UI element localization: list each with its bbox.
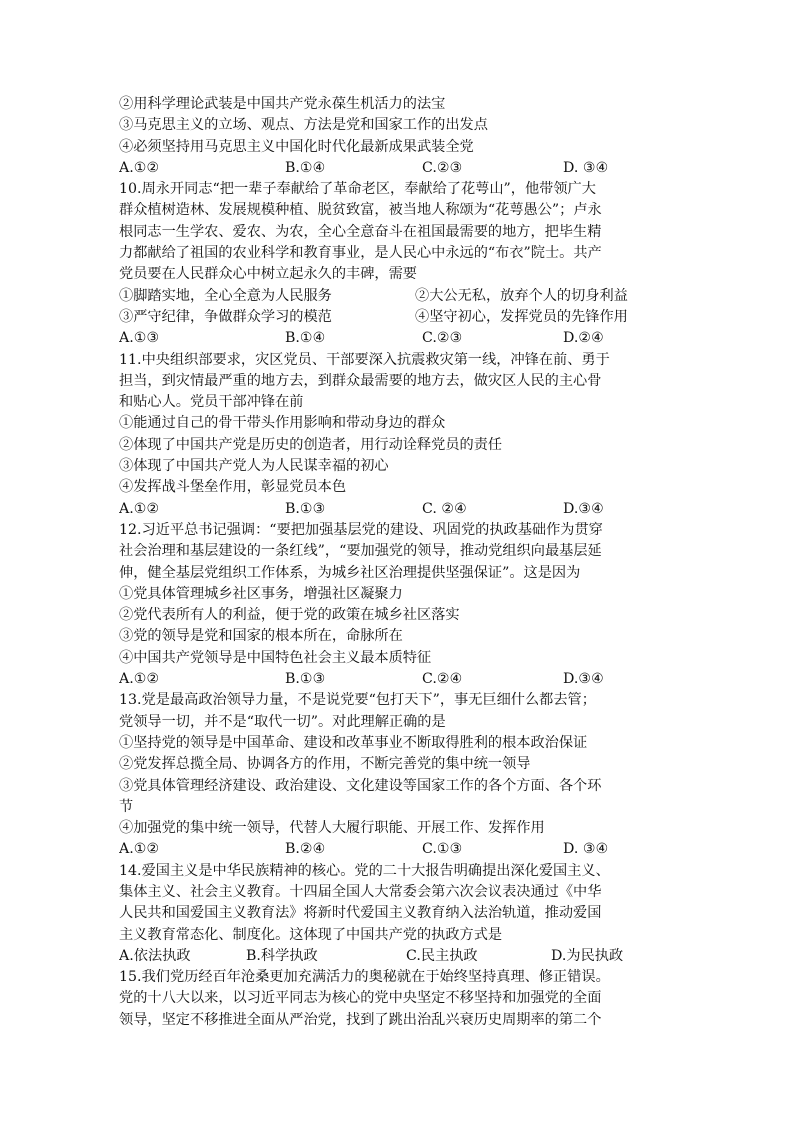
q11-statement-2: ②体现了中国共产党是历史的创造者，用行动诠释党员的责任	[119, 436, 503, 453]
q11-options	[119, 499, 679, 520]
q12-stem-line: 12.习近平总书记强调：“要把加强基层党的建设、巩固党的执政基础作为贯穿	[119, 521, 603, 538]
q11-statement-4: ④发挥战斗堡垒作用，彰显党员本色	[119, 479, 347, 496]
q13-options	[119, 839, 679, 860]
q13-option-b: B.②④	[285, 841, 326, 858]
q10-statements-row	[119, 286, 679, 307]
q14-stem-line: 14.爱国主义是中华民族精神的核心。党的二十大报告明确提出深化爱国主义、	[119, 862, 610, 879]
q13-option-a: A.①②	[119, 841, 160, 858]
q9-option-a: A.①②	[119, 159, 160, 176]
q13-stem-line: 党领导一切，并不是“取代一切”。对此理解正确的是	[119, 713, 446, 730]
q10-options	[119, 328, 679, 349]
q11-stem-line: 担当，到灾情最严重的地方去，到群众最需要的地方去，做灾区人民的主心骨	[119, 372, 602, 389]
q10-stem-line: 力都献给了祖国的农业科学和教育事业，是人民心中永远的“布衣”院士。共产	[119, 245, 602, 262]
q12-statement-3: ③党的领导是党和国家的根本所在，命脉所在	[119, 628, 403, 645]
q12-stem-line: 伸，健全基层党组织工作体系，为城乡社区治理提供坚强保证”。这是因为	[119, 564, 581, 581]
q10-stem-line: 党员要在人民群众心中树立起永久的丰碑，需要	[119, 266, 417, 283]
q13-option-c: C.①③	[422, 841, 463, 858]
q10-option-c: C.②③	[422, 330, 463, 347]
q13-statement-3-cont: 节	[119, 798, 134, 815]
q9-option-d: D. ③④	[563, 159, 609, 176]
q10-option-a: A.①③	[119, 330, 160, 347]
q15-stem-line: 领导，坚定不移推进全面从严治党，找到了跳出治乱兴衰历史周期率的第二个	[119, 1011, 602, 1028]
q15-stem-line: 15.我们党历经百年沧桑更加充满活力的奥秘就在于始终坚持真理、修正错误。	[119, 969, 610, 986]
q12-option-c: C.②④	[422, 671, 463, 688]
q10-statements-row	[119, 307, 679, 328]
q12-statement-1: ①党具体管理城乡社区事务，增强社区凝聚力	[119, 585, 403, 602]
q14-stem-line: 集体主义、社会主义教育。十四届全国人大常委会第六次会议表决通过《中华	[119, 883, 602, 900]
q12-statement-2: ②党代表所有人的利益，便于党的政策在城乡社区落实	[119, 607, 460, 624]
q9-option-c: C.②③	[422, 159, 463, 176]
q9-option-b: B.①④	[285, 159, 326, 176]
q13-statement-3: ③党具体管理经济建设、政治建设、文化建设等国家工作的各个方面、各个环	[119, 777, 602, 794]
q11-statement-1: ①能通过自己的骨干带头作用影响和带动身边的群众	[119, 415, 446, 432]
q11-option-c: C. ②④	[422, 500, 467, 517]
q11-option-d: D.③④	[563, 500, 604, 517]
q10-stem-line: 10.周永开同志“把一辈子奉献给了革命老区，奉献给了花萼山”，他带领广大	[119, 181, 596, 198]
q11-option-a: A.①②	[119, 500, 160, 517]
q11-stem-line: 和贴心人。党员干部冲锋在前	[119, 394, 304, 411]
q14-option-a: A.依法执政	[119, 947, 191, 964]
q14-stem-line: 人民共和国爱国主义教育法》将新时代爱国主义教育纳入法治轨道，推动爱国	[119, 905, 602, 922]
q9-statement-2: ②用科学理论武装是中国共产党永葆生机活力的法宝	[119, 96, 446, 112]
q9-statement-4: ④必须坚持用马克思主义中国化时代化最新成果武装全党	[119, 138, 474, 155]
q13-statement-4: ④加强党的集中统一领导，代替人大履行职能、开展工作、发挥作用	[119, 820, 545, 837]
q11-option-b: B.①③	[285, 500, 326, 517]
q12-option-a: A.①②	[119, 671, 160, 688]
q10-statement-4: ④坚守初心，发挥党员的先锋作用	[415, 308, 628, 325]
q13-statement-1: ①坚持党的领导是中国革命、建设和改革事业不断取得胜利的根本政治保证	[119, 734, 588, 751]
q10-stem-line: 群众植树造林、发展规模种植、脱贫致富，被当地人称颂为“花萼愚公”；卢永	[119, 202, 602, 219]
q10-statement-2: ②大公无私，放弃个人的切身利益	[415, 287, 628, 304]
q10-option-d: D.②④	[563, 330, 604, 347]
q11-statement-3: ③体现了中国共产党人为人民谋幸福的初心	[119, 458, 389, 475]
q10-statement-3: ③严守纪律，争做群众学习的模范	[119, 308, 332, 325]
q11-stem-line: 11.中央组织部要求，灾区党员、干部要深入抗震救灾第一线，冲锋在前、勇于	[119, 351, 610, 368]
question-list	[119, 94, 679, 1031]
q12-statement-4: ④中国共产党领导是中国特色社会主义最本质特征	[119, 649, 432, 666]
q13-statement-2: ②党发挥总揽全局、协调各方的作用，不断完善党的集中统一领导	[119, 756, 531, 773]
q10-stem-line: 根同志一生学农、爱农、为农，全心全意奋斗在祖国最需要的地方，把毕生精	[119, 223, 602, 240]
q9-options	[119, 158, 679, 179]
q10-statement-1: ①脚踏实地，全心全意为人民服务	[119, 287, 332, 304]
q14-stem-line: 主义教育常态化、制度化。这体现了中国共产党的执政方式是	[119, 926, 503, 943]
q10-option-b: B.①④	[285, 330, 326, 347]
q9-statement-3: ③马克思主义的立场、观点、方法是党和国家工作的出发点	[119, 117, 488, 134]
q14-options	[119, 946, 679, 967]
q14-option-d: D.为民执政	[551, 947, 624, 964]
q12-options	[119, 669, 679, 690]
q13-stem-line: 13.党是最高政治领导力量，不是说党要“包打天下”，事无巨细什么都去管；	[119, 692, 596, 709]
q12-option-d: D.③④	[563, 671, 604, 688]
q14-option-c: C.民主执政	[406, 947, 478, 964]
q12-option-b: B.①③	[285, 671, 326, 688]
q14-option-b: B.科学执政	[246, 947, 318, 964]
q15-stem-line: 党的十八大以来，以习近平同志为核心的党中央坚定不移坚持和加强党的全面	[119, 990, 602, 1007]
q12-stem-line: 社会治理和基层建设的一条红线”，“要加强党的领导，推动党组织向最基层延	[119, 543, 602, 560]
q13-option-d: D. ③④	[563, 841, 609, 858]
